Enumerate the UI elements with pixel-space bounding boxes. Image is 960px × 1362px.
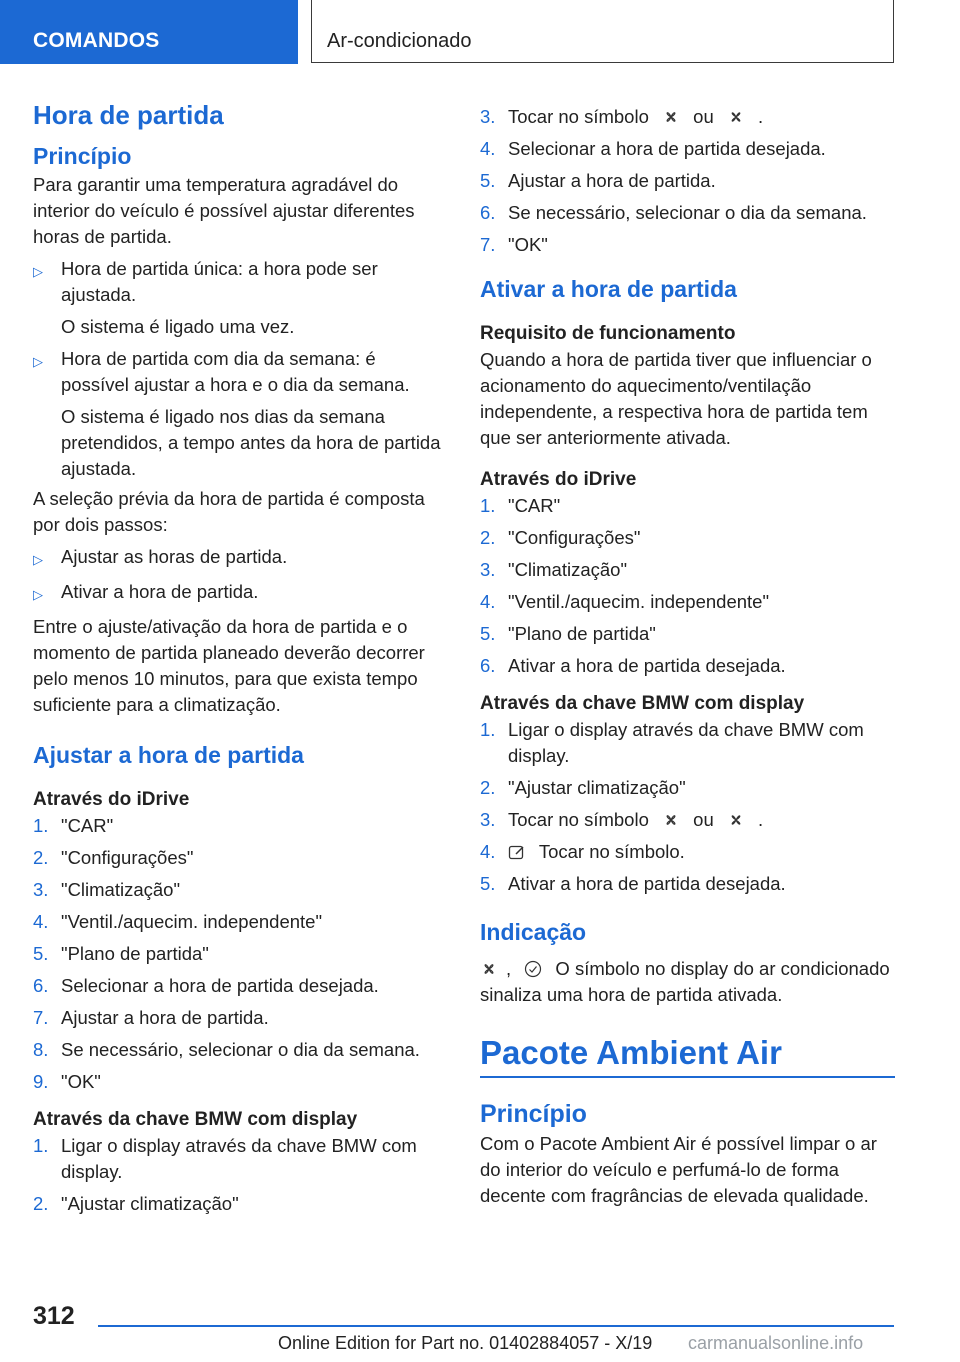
- list-item: 2. "Configurações": [33, 845, 448, 871]
- list-item: 5. "Plano de partida": [33, 941, 448, 967]
- step-text: Selecionar a hora de partida desejada.: [61, 975, 379, 996]
- step-text: "Configurações": [61, 847, 194, 868]
- list-item: 3. Tocar no símbolo ou .: [480, 807, 895, 833]
- right-column: [480, 104, 895, 1209]
- step-text: Ativar a hora de partida desejada.: [508, 655, 786, 676]
- footer-watermark: carmanualsonline.info: [688, 1333, 864, 1353]
- step-text: Se necessário, selecionar o dia da semana.: [508, 202, 867, 223]
- step-text: Ajustar a hora de partida.: [61, 1007, 269, 1028]
- heading-principio: Princípio: [33, 143, 132, 169]
- heading-ajustar-hora: Ajustar a hora de partida: [33, 742, 304, 768]
- fan-icon: [480, 960, 498, 978]
- step-text: "OK": [508, 234, 548, 255]
- header-section-label: COMANDOS: [33, 29, 160, 52]
- list-item: 5. Ajustar a hora de partida.: [480, 168, 895, 194]
- step-text: "Ajustar climatização": [61, 1193, 239, 1214]
- step-text: "Plano de partida": [508, 623, 656, 644]
- heading-chave-bmw: Através da chave BMW com display: [33, 1109, 358, 1130]
- title-pacote-ambient-air: Pacote Ambient Air: [480, 1034, 895, 1078]
- idrive-steps-list: [33, 813, 448, 1095]
- step-text-post: .: [758, 809, 764, 830]
- list-item: 4. Tocar no símbolo.: [480, 839, 895, 865]
- step-text: [508, 839, 685, 865]
- list-item: 1. "CAR": [480, 493, 895, 519]
- pacote-paragraph: Com o Pacote Ambient Air é possível limpar o ar do interior do veículo e perfumá-lo de forma decente com fragrâncias de elevada qualidade.: [480, 1133, 877, 1206]
- bullet-subtext: O sistema é ligado nos dias da semana pretendidos, a tempo antes da hora de partida ajustada.: [61, 406, 441, 479]
- triangle-bullet-icon: ▷: [33, 587, 43, 602]
- step-text: "Ajustar climatização": [508, 777, 686, 798]
- bullet-text: Ajustar as horas de partida.: [61, 546, 288, 567]
- step-text: Ligar o display através da chave BMW com display.: [508, 719, 864, 766]
- heading-chave-bmw: Através da chave BMW com display: [480, 693, 805, 714]
- list-item: 1. Ligar o display através da chave BMW com display.: [33, 1133, 448, 1185]
- list-item: 3. "Climatização": [33, 877, 448, 903]
- list-item: 4. "Ventil./aquecim. independente": [33, 909, 448, 935]
- list-item: 2. "Ajustar climatização": [480, 775, 895, 801]
- list-item: 3. "Climatização": [480, 557, 895, 583]
- requisito-paragraph: Quando a hora de partida tiver que influenciar o acionamento do aquecimento/ventilação independente, a respectiva hora de partida tem que ser anteriormente ativada.: [480, 349, 872, 448]
- step-text-pre: Tocar no símbolo: [508, 809, 649, 830]
- step-text: [508, 807, 763, 833]
- list-item: [33, 579, 448, 608]
- indicacao-paragraph: [480, 956, 895, 1008]
- step-text: Ajustar a hora de partida.: [508, 170, 716, 191]
- header-topic-box: [311, 0, 894, 63]
- heading-indicacao: Indicação: [480, 919, 587, 945]
- indicacao-text: O símbolo no display do ar condicionado sinaliza uma hora de partida ativada.: [480, 958, 890, 1005]
- chave-steps-list: [33, 1133, 448, 1217]
- list-item: [33, 544, 448, 573]
- list-item: [33, 256, 448, 340]
- title-hora-de-partida: Hora de partida: [33, 100, 224, 130]
- timing-note-paragraph: Entre o ajuste/ativação da hora de partida e o momento de partida planeado deverão decorrer pelo menos 10 minutos, para que exista tempo suficiente para a climatização.: [33, 616, 425, 715]
- page-number: 312: [33, 1302, 75, 1330]
- idrive-steps-list: [480, 493, 895, 679]
- left-column: [33, 100, 448, 1223]
- edit-icon: [508, 843, 526, 861]
- step-text-mid: ou: [693, 106, 714, 127]
- step-text: "Ventil./aquecim. independente": [508, 591, 770, 612]
- heading-principio: Princípio: [480, 1100, 587, 1128]
- fan-timer-icon: [727, 108, 745, 126]
- intro-paragraph: Para garantir uma temperatura agradável do interior do veículo é possível ajustar diferentes horas de partida.: [33, 174, 415, 247]
- step-text: "Ventil./aquecim. independente": [61, 911, 323, 932]
- fan-timer-icon: [727, 811, 745, 829]
- triangle-bullet-icon: ▷: [33, 264, 43, 279]
- list-item: 7. "OK": [480, 232, 895, 258]
- list-item: 1. Ligar o display através da chave BMW com display.: [480, 717, 895, 769]
- list-item: 6. Se necessário, selecionar o dia da semana.: [480, 200, 895, 226]
- list-item: 5. "Plano de partida": [480, 621, 895, 647]
- list-item: 4. "Ventil./aquecim. independente": [480, 589, 895, 615]
- header-topic-label: Ar-condicionado: [327, 30, 472, 52]
- step-text: "Climatização": [61, 879, 181, 900]
- list-item: [33, 346, 448, 482]
- preselection-paragraph: A seleção prévia da hora de partida é composta por dois passos:: [33, 488, 425, 535]
- heading-idrive: Através do iDrive: [33, 789, 190, 810]
- continued-steps-list: [480, 104, 895, 258]
- step-text-post: .: [758, 106, 764, 127]
- list-item: 3. Tocar no símbolo ou .: [480, 104, 895, 130]
- list-item: 6. Ativar a hora de partida desejada.: [480, 653, 895, 679]
- list-item: 6. Selecionar a hora de partida desejada.: [33, 973, 448, 999]
- step-text: "CAR": [508, 495, 561, 516]
- step-text: Ligar o display através da chave BMW com display.: [61, 1135, 417, 1182]
- step-text: "Climatização": [508, 559, 628, 580]
- step-text: Se necessário, selecionar o dia da semana.: [61, 1039, 420, 1060]
- bullet-text: Hora de partida com dia da semana: é possível ajustar a hora e o dia da semana.: [61, 348, 410, 395]
- icon-separator: ,: [506, 958, 512, 979]
- step-text-mid: ou: [693, 809, 714, 830]
- step-text: Ativar a hora de partida desejada.: [508, 873, 786, 894]
- list-item: 9. "OK": [33, 1069, 448, 1095]
- bullet-text: Ativar a hora de partida.: [61, 581, 259, 602]
- step-text: Selecionar a hora de partida desejada.: [508, 138, 826, 159]
- heading-ativar-hora: Ativar a hora de partida: [480, 276, 737, 302]
- footer-divider: [98, 1325, 894, 1327]
- fan-icon: [662, 108, 680, 126]
- chave-steps-list: [480, 717, 895, 897]
- bullet-text: Hora de partida única: a hora pode ser ajustada.: [61, 258, 378, 305]
- bullet-subtext: O sistema é ligado uma vez.: [61, 316, 295, 337]
- step-text-body: Tocar no símbolo.: [538, 841, 685, 862]
- step-text: "CAR": [61, 815, 114, 836]
- footer-edition: Online Edition for Part no. 01402884057 - X/19: [278, 1333, 653, 1353]
- list-item: 2. "Ajustar climatização": [33, 1191, 448, 1217]
- list-item: 8. Se necessário, selecionar o dia da semana.: [33, 1037, 448, 1063]
- step-text: "Configurações": [508, 527, 641, 548]
- step-text: [508, 104, 763, 130]
- bullet-list-steps: [33, 544, 448, 608]
- fan-icon: [662, 811, 680, 829]
- header-section-tab: [0, 0, 298, 64]
- heading-requisito: Requisito de funcionamento: [480, 323, 736, 344]
- triangle-bullet-icon: ▷: [33, 552, 43, 567]
- step-text: "Plano de partida": [61, 943, 209, 964]
- bullet-list-types: [33, 256, 448, 482]
- list-item: 1. "CAR": [33, 813, 448, 839]
- list-item: 5. Ativar a hora de partida desejada.: [480, 871, 895, 897]
- list-item: 7. Ajustar a hora de partida.: [33, 1005, 448, 1031]
- list-item: 4. Selecionar a hora de partida desejada.: [480, 136, 895, 162]
- list-item: 2. "Configurações": [480, 525, 895, 551]
- clock-icon: [524, 960, 542, 978]
- triangle-bullet-icon: ▷: [33, 354, 43, 369]
- heading-idrive: Através do iDrive: [480, 469, 637, 490]
- step-text-pre: Tocar no símbolo: [508, 106, 649, 127]
- step-text: "OK": [61, 1071, 101, 1092]
